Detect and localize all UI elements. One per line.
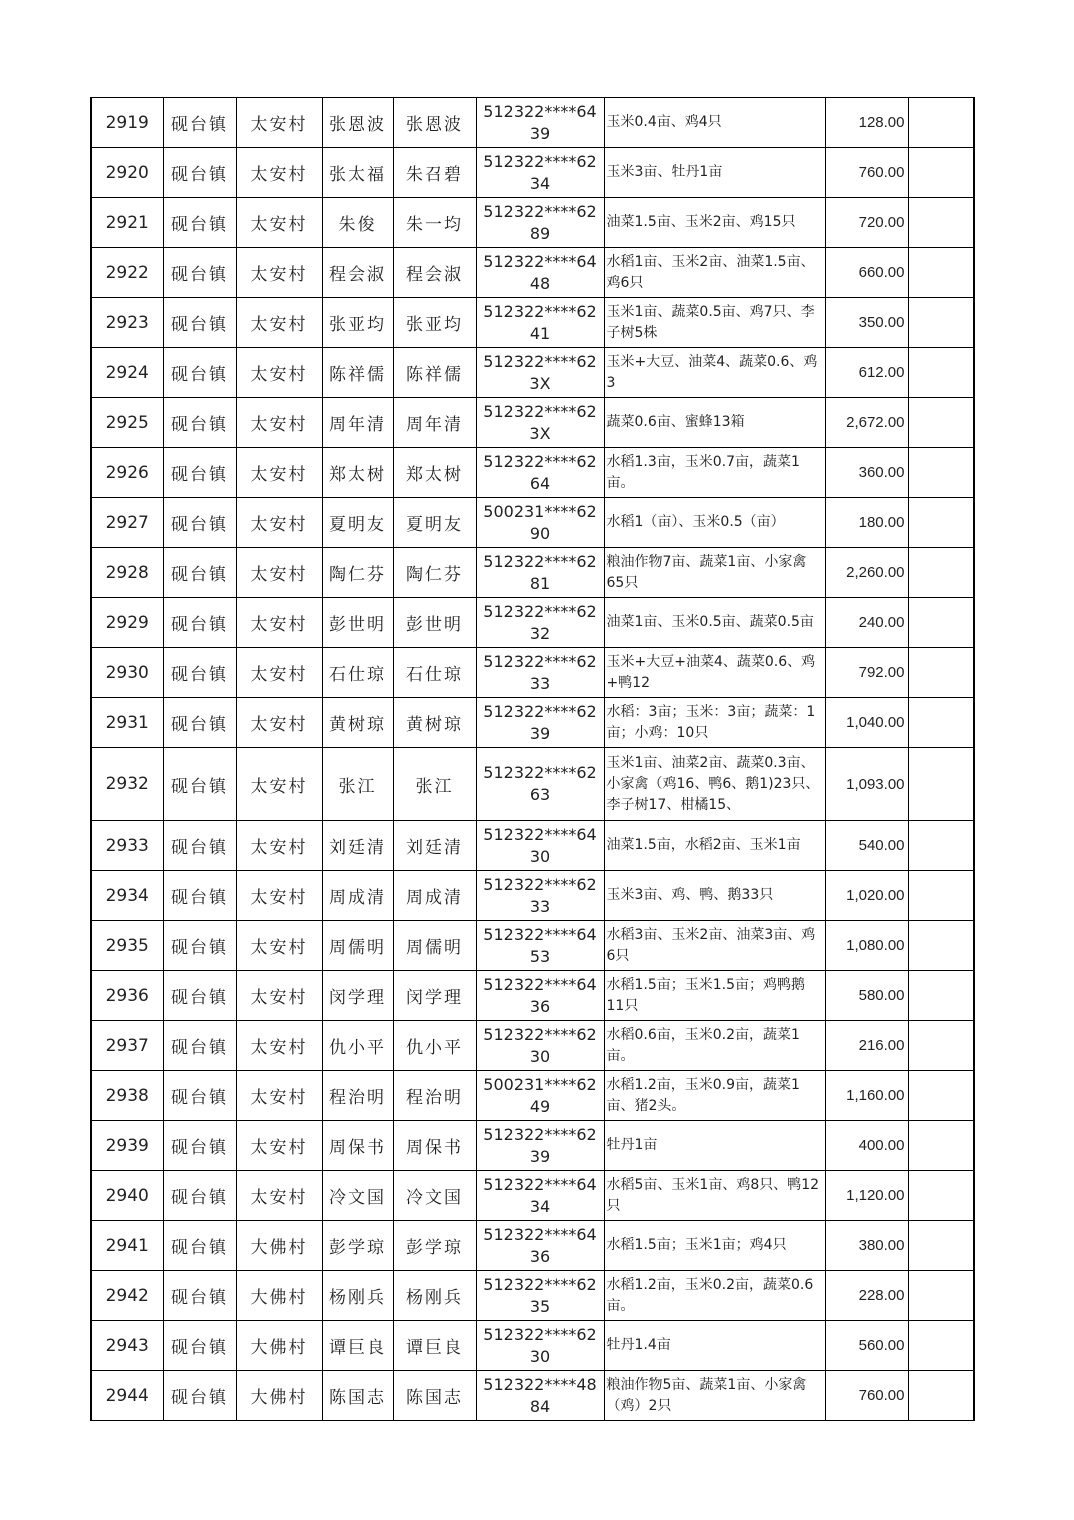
table-row [91,748,974,821]
id-number-cell: 500231****6249 [476,1071,604,1121]
description-cell: 玉米3亩、鸡、鸭、鹅33只 [604,871,825,921]
applicant-name-cell: 谭巨良 [322,1321,393,1371]
row-number: 2942 [91,1271,163,1321]
town-cell: 砚台镇 [163,921,236,971]
row-number: 2923 [91,298,163,348]
id-number-cell: 512322****6263 [476,748,604,821]
amount-cell: 540.00 [825,821,908,871]
applicant-name-cell: 石仕琼 [322,648,393,698]
description-cell: 油菜1.5亩，水稻2亩、玉米1亩 [604,821,825,871]
town-cell: 砚台镇 [163,598,236,648]
amount-cell: 228.00 [825,1271,908,1321]
applicant-name-cell: 陶仁芬 [322,548,393,598]
id-number-cell: 512322****6436 [476,971,604,1021]
table-row [91,1321,974,1371]
remarks-cell [908,498,974,548]
description-cell: 粮油作物5亩、蔬菜1亩、小家禽（鸡）2只 [604,1371,825,1421]
table-row [91,871,974,921]
table-row [91,348,974,398]
remarks-cell [908,148,974,198]
village-cell: 太安村 [236,348,322,398]
amount-cell: 1,093.00 [825,748,908,821]
remarks-cell [908,971,974,1021]
amount-cell: 1,020.00 [825,871,908,921]
table-row [91,698,974,748]
payee-name-cell: 仇小平 [393,1021,476,1071]
table-row [91,1221,974,1271]
applicant-name-cell: 冷文国 [322,1171,393,1221]
table-row [91,98,974,148]
payee-name-cell: 朱一均 [393,198,476,248]
town-cell: 砚台镇 [163,398,236,448]
payee-name-cell: 谭巨良 [393,1321,476,1371]
id-number-cell: 500231****6290 [476,498,604,548]
payee-name-cell: 冷文国 [393,1171,476,1221]
amount-cell: 216.00 [825,1021,908,1071]
village-cell: 太安村 [236,598,322,648]
applicant-name-cell: 陈国志 [322,1371,393,1421]
payee-name-cell: 杨刚兵 [393,1271,476,1321]
remarks-cell [908,1271,974,1321]
table-row [91,398,974,448]
id-number-cell: 512322****6289 [476,198,604,248]
id-number-cell: 512322****6434 [476,1171,604,1221]
row-number: 2934 [91,871,163,921]
row-number: 2922 [91,248,163,298]
payee-name-cell: 程治明 [393,1071,476,1121]
table-row [91,248,974,298]
payee-name-cell: 夏明友 [393,498,476,548]
payee-name-cell: 陈祥儒 [393,348,476,398]
row-number: 2919 [91,98,163,148]
town-cell: 砚台镇 [163,348,236,398]
payee-name-cell: 彭学琼 [393,1221,476,1271]
amount-cell: 380.00 [825,1221,908,1271]
row-number: 2920 [91,148,163,198]
table-row [91,1171,974,1221]
table-row [91,148,974,198]
description-cell: 水稻1.2亩，玉米0.9亩，蔬菜1亩、猪2头。 [604,1071,825,1121]
table-row [91,1071,974,1121]
row-number: 2928 [91,548,163,598]
payee-name-cell: 郑太树 [393,448,476,498]
village-cell: 大佛村 [236,1321,322,1371]
payee-name-cell: 彭世明 [393,598,476,648]
village-cell: 太安村 [236,921,322,971]
town-cell: 砚台镇 [163,198,236,248]
remarks-cell [908,98,974,148]
village-cell: 太安村 [236,1021,322,1071]
id-number-cell: 512322****6448 [476,248,604,298]
applicant-name-cell: 张恩波 [322,98,393,148]
village-cell: 太安村 [236,398,322,448]
id-number-cell: 512322****6264 [476,448,604,498]
id-number-cell: 512322****6239 [476,698,604,748]
remarks-cell [908,1071,974,1121]
payee-name-cell: 石仕琼 [393,648,476,698]
applicant-name-cell: 周年清 [322,398,393,448]
amount-cell: 360.00 [825,448,908,498]
amount-cell: 2,672.00 [825,398,908,448]
id-number-cell: 512322****6439 [476,98,604,148]
applicant-name-cell: 张亚均 [322,298,393,348]
table-row [91,548,974,598]
amount-cell: 612.00 [825,348,908,398]
village-cell: 太安村 [236,498,322,548]
row-number: 2941 [91,1221,163,1271]
village-cell: 太安村 [236,1121,322,1171]
amount-cell: 1,160.00 [825,1071,908,1121]
village-cell: 太安村 [236,1071,322,1121]
id-number-cell: 512322****6281 [476,548,604,598]
applicant-name-cell: 周成清 [322,871,393,921]
description-cell: 玉米+大豆+油菜4、蔬菜0.6、鸡+鸭12 [604,648,825,698]
description-cell: 玉米3亩、牡丹1亩 [604,148,825,198]
payee-name-cell: 张恩波 [393,98,476,148]
amount-cell: 720.00 [825,198,908,248]
row-number: 2924 [91,348,163,398]
description-cell: 油菜1.5亩、玉米2亩、鸡15只 [604,198,825,248]
payee-name-cell: 黄树琼 [393,698,476,748]
id-number-cell: 512322****6234 [476,148,604,198]
remarks-cell [908,198,974,248]
remarks-cell [908,1021,974,1071]
id-number-cell: 512322****6230 [476,1321,604,1371]
table-row [91,921,974,971]
payee-name-cell: 刘廷清 [393,821,476,871]
amount-cell: 1,120.00 [825,1171,908,1221]
amount-cell: 560.00 [825,1321,908,1371]
payee-name-cell: 周成清 [393,871,476,921]
payee-name-cell: 陈国志 [393,1371,476,1421]
town-cell: 砚台镇 [163,498,236,548]
description-cell: 水稻3亩、玉米2亩、油菜3亩、鸡6只 [604,921,825,971]
village-cell: 太安村 [236,248,322,298]
town-cell: 砚台镇 [163,448,236,498]
town-cell: 砚台镇 [163,298,236,348]
row-number: 2925 [91,398,163,448]
village-cell: 大佛村 [236,1371,322,1421]
description-cell: 牡丹1亩 [604,1121,825,1171]
applicant-name-cell: 仇小平 [322,1021,393,1071]
payee-name-cell: 周儒明 [393,921,476,971]
payee-name-cell: 程会淑 [393,248,476,298]
village-cell: 太安村 [236,748,322,821]
amount-cell: 400.00 [825,1121,908,1171]
row-number: 2926 [91,448,163,498]
description-cell: 水稻0.6亩，玉米0.2亩，蔬菜1亩。 [604,1021,825,1071]
description-cell: 牡丹1.4亩 [604,1321,825,1371]
description-cell: 水稻5亩、玉米1亩、鸡8只、鸭12只 [604,1171,825,1221]
remarks-cell [908,748,974,821]
description-cell: 蔬菜0.6亩、蜜蜂13箱 [604,398,825,448]
table-row [91,1271,974,1321]
id-number-cell: 512322****6436 [476,1221,604,1271]
table-row [91,1121,974,1171]
description-cell: 水稻1.5亩；玉米1.5亩；鸡鸭鹅11只 [604,971,825,1021]
remarks-cell [908,648,974,698]
table-row [91,648,974,698]
row-number: 2932 [91,748,163,821]
town-cell: 砚台镇 [163,971,236,1021]
village-cell: 大佛村 [236,1221,322,1271]
remarks-cell [908,548,974,598]
applicant-name-cell: 彭世明 [322,598,393,648]
payee-name-cell: 张亚均 [393,298,476,348]
amount-cell: 760.00 [825,1371,908,1421]
table-row [91,298,974,348]
id-number-cell: 512322****6453 [476,921,604,971]
amount-cell: 792.00 [825,648,908,698]
amount-cell: 1,040.00 [825,698,908,748]
subsidy-table [90,97,975,1421]
amount-cell: 350.00 [825,298,908,348]
row-number: 2939 [91,1121,163,1171]
town-cell: 砚台镇 [163,548,236,598]
amount-cell: 2,260.00 [825,548,908,598]
town-cell: 砚台镇 [163,871,236,921]
town-cell: 砚台镇 [163,1171,236,1221]
row-number: 2921 [91,198,163,248]
town-cell: 砚台镇 [163,248,236,298]
town-cell: 砚台镇 [163,148,236,198]
id-number-cell: 512322****6239 [476,1121,604,1171]
id-number-cell: 512322****6430 [476,821,604,871]
remarks-cell [908,1171,974,1221]
amount-cell: 580.00 [825,971,908,1021]
table-row [91,448,974,498]
village-cell: 太安村 [236,971,322,1021]
table-row [91,598,974,648]
town-cell: 砚台镇 [163,821,236,871]
payee-name-cell: 周年清 [393,398,476,448]
village-cell: 太安村 [236,148,322,198]
town-cell: 砚台镇 [163,98,236,148]
remarks-cell [908,698,974,748]
payee-name-cell: 周保书 [393,1121,476,1171]
table-row [91,821,974,871]
description-cell: 水稻1.3亩，玉米0.7亩，蔬菜1亩。 [604,448,825,498]
payee-name-cell: 朱召碧 [393,148,476,198]
row-number: 2937 [91,1021,163,1071]
amount-cell: 660.00 [825,248,908,298]
payee-name-cell: 张江 [393,748,476,821]
applicant-name-cell: 黄树琼 [322,698,393,748]
payee-name-cell: 闵学理 [393,971,476,1021]
village-cell: 太安村 [236,298,322,348]
applicant-name-cell: 朱俊 [322,198,393,248]
remarks-cell [908,871,974,921]
description-cell: 水稻1亩、玉米2亩、油菜1.5亩、鸡6只 [604,248,825,298]
applicant-name-cell: 郑太树 [322,448,393,498]
row-number: 2927 [91,498,163,548]
amount-cell: 180.00 [825,498,908,548]
row-number: 2929 [91,598,163,648]
village-cell: 太安村 [236,698,322,748]
town-cell: 砚台镇 [163,1021,236,1071]
remarks-cell [908,348,974,398]
village-cell: 太安村 [236,1171,322,1221]
remarks-cell [908,1221,974,1271]
table-row [91,971,974,1021]
applicant-name-cell: 刘廷清 [322,821,393,871]
applicant-name-cell: 周保书 [322,1121,393,1171]
village-cell: 太安村 [236,871,322,921]
town-cell: 砚台镇 [163,1071,236,1121]
applicant-name-cell: 张太福 [322,148,393,198]
remarks-cell [908,398,974,448]
row-number: 2930 [91,648,163,698]
applicant-name-cell: 张江 [322,748,393,821]
amount-cell: 1,080.00 [825,921,908,971]
town-cell: 砚台镇 [163,698,236,748]
village-cell: 大佛村 [236,1271,322,1321]
id-number-cell: 512322****6233 [476,871,604,921]
row-number: 2935 [91,921,163,971]
description-cell: 玉米+大豆、油菜4、蔬菜0.6、鸡3 [604,348,825,398]
applicant-name-cell: 陈祥儒 [322,348,393,398]
village-cell: 太安村 [236,98,322,148]
id-number-cell: 512322****6241 [476,298,604,348]
remarks-cell [908,1121,974,1171]
remarks-cell [908,448,974,498]
town-cell: 砚台镇 [163,1271,236,1321]
table-row [91,498,974,548]
row-number: 2943 [91,1321,163,1371]
table-row [91,1371,974,1421]
village-cell: 太安村 [236,548,322,598]
id-number-cell: 512322****6232 [476,598,604,648]
applicant-name-cell: 程治明 [322,1071,393,1121]
remarks-cell [908,921,974,971]
payee-name-cell: 陶仁芬 [393,548,476,598]
description-cell: 玉米1亩、蔬菜0.5亩、鸡7只、李子树5株 [604,298,825,348]
town-cell: 砚台镇 [163,748,236,821]
description-cell: 水稻1（亩）、玉米0.5（亩） [604,498,825,548]
remarks-cell [908,248,974,298]
applicant-name-cell: 彭学琼 [322,1221,393,1271]
table-row [91,1021,974,1071]
applicant-name-cell: 闵学理 [322,971,393,1021]
description-cell: 水稻：3亩；玉米：3亩；蔬菜：1亩；小鸡：10只 [604,698,825,748]
row-number: 2938 [91,1071,163,1121]
remarks-cell [908,821,974,871]
id-number-cell: 512322****623X [476,348,604,398]
town-cell: 砚台镇 [163,1321,236,1371]
applicant-name-cell: 程会淑 [322,248,393,298]
row-number: 2931 [91,698,163,748]
id-number-cell: 512322****623X [476,398,604,448]
table-body [91,98,974,1421]
row-number: 2936 [91,971,163,1021]
village-cell: 太安村 [236,821,322,871]
applicant-name-cell: 夏明友 [322,498,393,548]
village-cell: 太安村 [236,198,322,248]
town-cell: 砚台镇 [163,1221,236,1271]
row-number: 2944 [91,1371,163,1421]
town-cell: 砚台镇 [163,1121,236,1171]
description-cell: 粮油作物7亩、蔬菜1亩、小家禽65只 [604,548,825,598]
id-number-cell: 512322****4884 [476,1371,604,1421]
village-cell: 太安村 [236,648,322,698]
remarks-cell [908,298,974,348]
row-number: 2940 [91,1171,163,1221]
description-cell: 油菜1亩、玉米0.5亩、蔬菜0.5亩 [604,598,825,648]
amount-cell: 760.00 [825,148,908,198]
description-cell: 玉米1亩、油菜2亩、蔬菜0.3亩、小家禽（鸡16、鸭6、鹅1)23只、李子树17、柑橘15、 [604,748,825,821]
row-number: 2933 [91,821,163,871]
table-row [91,198,974,248]
description-cell: 水稻1.5亩；玉米1亩；鸡4只 [604,1221,825,1271]
description-cell: 水稻1.2亩，玉米0.2亩，蔬菜0.6亩。 [604,1271,825,1321]
town-cell: 砚台镇 [163,1371,236,1421]
remarks-cell [908,1321,974,1371]
id-number-cell: 512322****6235 [476,1271,604,1321]
remarks-cell [908,1371,974,1421]
applicant-name-cell: 周儒明 [322,921,393,971]
remarks-cell [908,598,974,648]
village-cell: 太安村 [236,448,322,498]
amount-cell: 240.00 [825,598,908,648]
amount-cell: 128.00 [825,98,908,148]
applicant-name-cell: 杨刚兵 [322,1271,393,1321]
town-cell: 砚台镇 [163,648,236,698]
description-cell: 玉米0.4亩、鸡4只 [604,98,825,148]
id-number-cell: 512322****6230 [476,1021,604,1071]
id-number-cell: 512322****6233 [476,648,604,698]
